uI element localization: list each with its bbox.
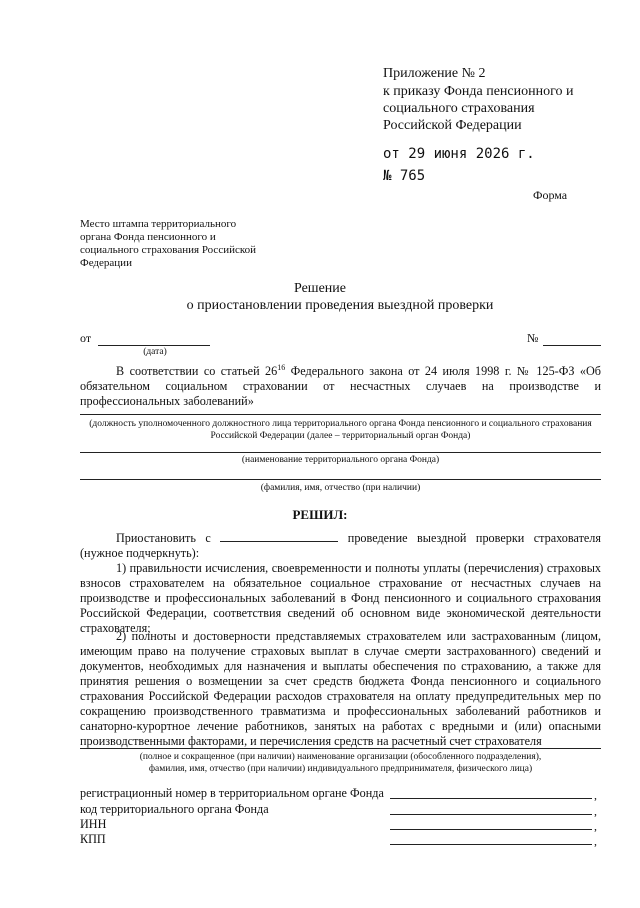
appendix-line-2: к приказу Фонда пенсионного и	[383, 84, 574, 99]
appendix-number: № 765	[383, 168, 426, 184]
reg-number-field[interactable]	[390, 798, 592, 799]
field-suffix-3: ,	[594, 819, 597, 833]
suspend-text-2: проведение выездной проверки страхователя (нужное подчеркнуть):	[80, 531, 601, 560]
stamp-line-3: социального страхования Российской	[80, 244, 257, 256]
org-name-field[interactable]	[80, 452, 601, 453]
number-field[interactable]	[543, 345, 601, 346]
intro-text-1: В соответствии со статьей 26	[116, 364, 278, 379]
appendix-date: от 29 июня 2026 г.	[383, 146, 535, 162]
official-field[interactable]	[80, 414, 601, 415]
organ-code-field[interactable]	[390, 814, 592, 815]
org-caption-line-2: фамилия, имя, отчество (при наличии) индивидуального предпринимателя, физического лица)	[148, 764, 533, 774]
fio-field[interactable]	[80, 479, 601, 480]
decided-heading: РЕШИЛ:	[292, 507, 348, 522]
suspend-paragraph	[80, 531, 601, 561]
suspend-text-1: Приостановить с	[116, 531, 211, 545]
from-label: от	[80, 331, 92, 345]
title-line-2: о приостановлении проведения выездной проверки	[186, 298, 494, 313]
org-caption-line-1: (полное и сокращенное (при наличии) наименование организации (обособленного подразделения),	[139, 752, 542, 762]
field-suffix-4: ,	[594, 834, 597, 848]
kpp-field[interactable]	[390, 844, 592, 845]
item-2-text: 2) полноты и достоверности представляемых страхователем или застрахованным (лицом, имеющим право на получение страховых выплат в случае смерти застрахованного) сведений и документов, необходимых для назначения и выплаты обеспечения по страхованию, а также для принятия решения о возмещении за счет средств бюджета Фонда пенсионного и социального страхования Российской Федерации расходов страхователя на оплату предупредительных мер по сокращению производственного травматизма и профессиональных заболеваний работников и санаторно-курортное лечение работников, занятых на работах с вредными и (или) опасными производственными факторами, и перечисления средств на расчетный счет страхователя	[80, 629, 601, 748]
field-suffix-2: ,	[594, 804, 597, 818]
stamp-line-1: Место штампа территориального	[80, 218, 237, 230]
field-suffix-1: ,	[594, 788, 597, 802]
date-field[interactable]	[98, 345, 210, 346]
appendix-line-1: Приложение № 2	[383, 66, 486, 81]
appendix-line-3: социального страхования	[383, 101, 535, 116]
appendix-line-4: Российской Федерации	[383, 118, 522, 133]
stamp-line-2: органа Фонда пенсионного и	[80, 231, 216, 243]
intro-text-2: Федерального закона от 24 июля 1998 г. № 125-ФЗ «Об обязательном социальном страховании от несчастных случаев на производстве и профессиональных заболеваний»	[80, 364, 601, 409]
field-label-organ-code: код территориального органа Фонда	[80, 802, 269, 816]
form-label: Форма	[533, 188, 568, 202]
number-label: №	[527, 331, 539, 345]
field-label-reg-number: регистрационный номер в территориальном органе Фонда	[80, 786, 384, 800]
suspend-date-field[interactable]	[220, 531, 338, 542]
org-name-caption: (наименование территориального органа Фонда)	[241, 455, 440, 465]
official-caption: (должность уполномоченного должностного лица территориального органа Фонда пенсионного и социального страхования Российской Федерации (далее – территориальный орган Фонда)	[89, 419, 592, 441]
intro-paragraph	[80, 360, 601, 409]
item-1	[80, 561, 601, 636]
item-2	[80, 629, 601, 749]
field-label-kpp: КПП	[80, 832, 106, 846]
inn-field[interactable]	[390, 829, 592, 830]
organization-field[interactable]	[80, 748, 601, 749]
stamp-line-4: Федерации	[80, 257, 132, 269]
date-caption: (дата)	[143, 347, 167, 357]
intro-superscript: 16	[277, 363, 286, 372]
fio-caption: (фамилия, имя, отчество (при наличии)	[260, 483, 421, 493]
title-line-1: Решение	[293, 281, 346, 296]
field-label-inn: ИНН	[80, 817, 107, 831]
item-1-text: 1) правильности исчисления, своевременности и полноты уплаты (перечисления) страховых взносов страхователем на обязательное социальное страхование от несчастных случаев на производстве и профессиональных заболеваний в Фонд пенсионного и социального страхования Российской Федерации, соответствия сведений об основном виде экономической деятельности страхователя;	[80, 561, 601, 635]
